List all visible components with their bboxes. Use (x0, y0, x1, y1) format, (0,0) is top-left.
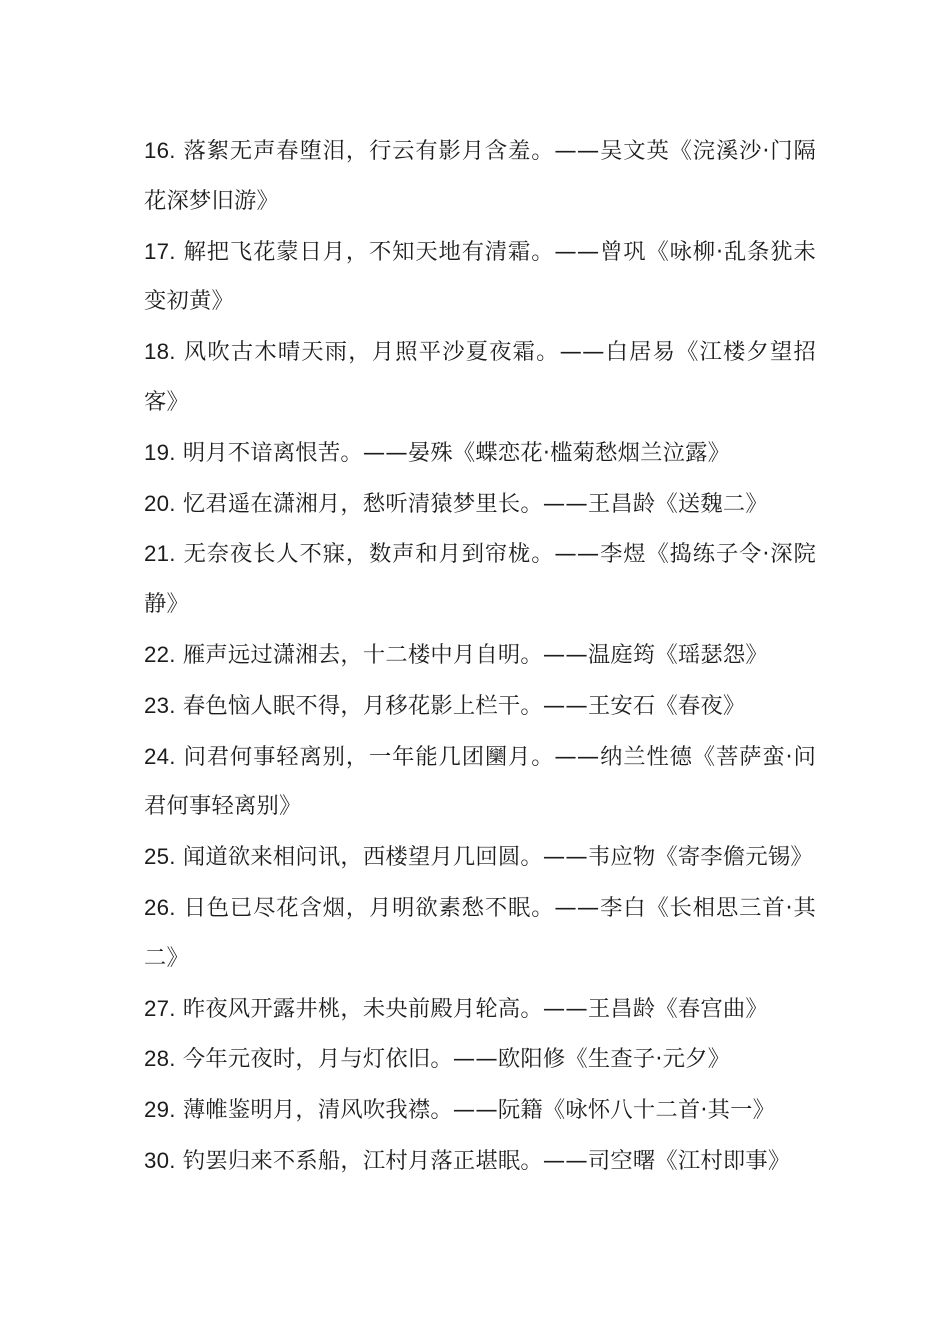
line-text: 今年元夜时，月与灯依旧。——欧阳修《生查子·元夕》 (182, 1046, 731, 1073)
line-number: 16. (144, 138, 176, 163)
line-text: 春色恼人眠不得，月移花影上栏干。——王安石《春夜》 (182, 692, 746, 719)
line-number: 24. (144, 743, 176, 769)
poem-line-25 (144, 832, 816, 883)
line-text: 昨夜风开露井桃，未央前殿月轮高。——王昌龄《春宫曲》 (182, 995, 768, 1022)
line-text: 落絮无声春堕泪，行云有影月含羞。——吴文英《浣溪沙·门隔花深梦旧游》 (144, 138, 816, 214)
line-number: 22. (144, 641, 176, 667)
poem-line-18 (144, 327, 816, 428)
poem-line-24 (144, 732, 816, 833)
poem-line-28 (144, 1034, 816, 1085)
poem-line-19 (144, 428, 816, 479)
line-number: 30. (144, 1147, 176, 1173)
line-text: 问君何事轻离别，一年能几团圞月。——纳兰性德《菩萨蛮·问君何事轻离别》 (144, 743, 816, 820)
line-text: 明月不谙离恨苦。——晏殊《蝶恋花·槛菊愁烟兰泣露》 (182, 439, 731, 466)
poem-line-27 (144, 984, 816, 1035)
line-number: 18. (144, 339, 176, 365)
line-text: 薄帷鉴明月，清风吹我襟。——阮籍《咏怀八十二首·其一》 (182, 1097, 776, 1124)
document-page (144, 126, 816, 1187)
line-number: 25. (144, 844, 176, 870)
line-text: 闻道欲来相问讯，西楼望月几回圆。——韦应物《寄李儋元锡》 (182, 844, 813, 871)
line-number: 26. (144, 894, 176, 920)
line-text: 钓罢归来不系船，江村月落正堪眠。——司空曙《江村即事》 (182, 1147, 791, 1174)
line-text: 忆君遥在潇湘月，愁听清猿梦里长。——王昌龄《送魏二》 (182, 490, 768, 517)
line-text: 雁声远过潇湘去，十二楼中月自明。——温庭筠《瑶瑟怨》 (182, 641, 768, 668)
line-number: 17. (144, 238, 176, 264)
poem-line-16 (144, 126, 816, 227)
line-number: 21. (144, 541, 176, 567)
poem-line-21 (144, 529, 816, 630)
line-number: 20. (144, 490, 176, 516)
line-text: 无奈夜长人不寐，数声和月到帘栊。——李煜《捣练子令·深院静》 (144, 541, 816, 618)
poem-line-22 (144, 630, 816, 681)
poem-line-30 (144, 1136, 816, 1187)
line-number: 27. (144, 995, 176, 1021)
line-text: 日色已尽花含烟，月明欲素愁不眠。——李白《长相思三首·其二》 (144, 894, 816, 971)
poem-line-20 (144, 479, 816, 530)
line-number: 29. (144, 1097, 176, 1123)
poem-line-17 (144, 227, 816, 328)
line-number: 19. (144, 439, 176, 465)
poem-line-29 (144, 1085, 816, 1136)
poem-line-23 (144, 681, 816, 732)
line-text: 风吹古木晴天雨，月照平沙夏夜霜。——白居易《江楼夕望招客》 (144, 339, 816, 415)
line-number: 28. (144, 1046, 176, 1072)
poem-line-26 (144, 883, 816, 984)
line-number: 23. (144, 692, 176, 718)
line-text: 解把飞花蒙日月，不知天地有清霜。——曾巩《咏柳·乱条犹未变初黄》 (144, 238, 816, 315)
